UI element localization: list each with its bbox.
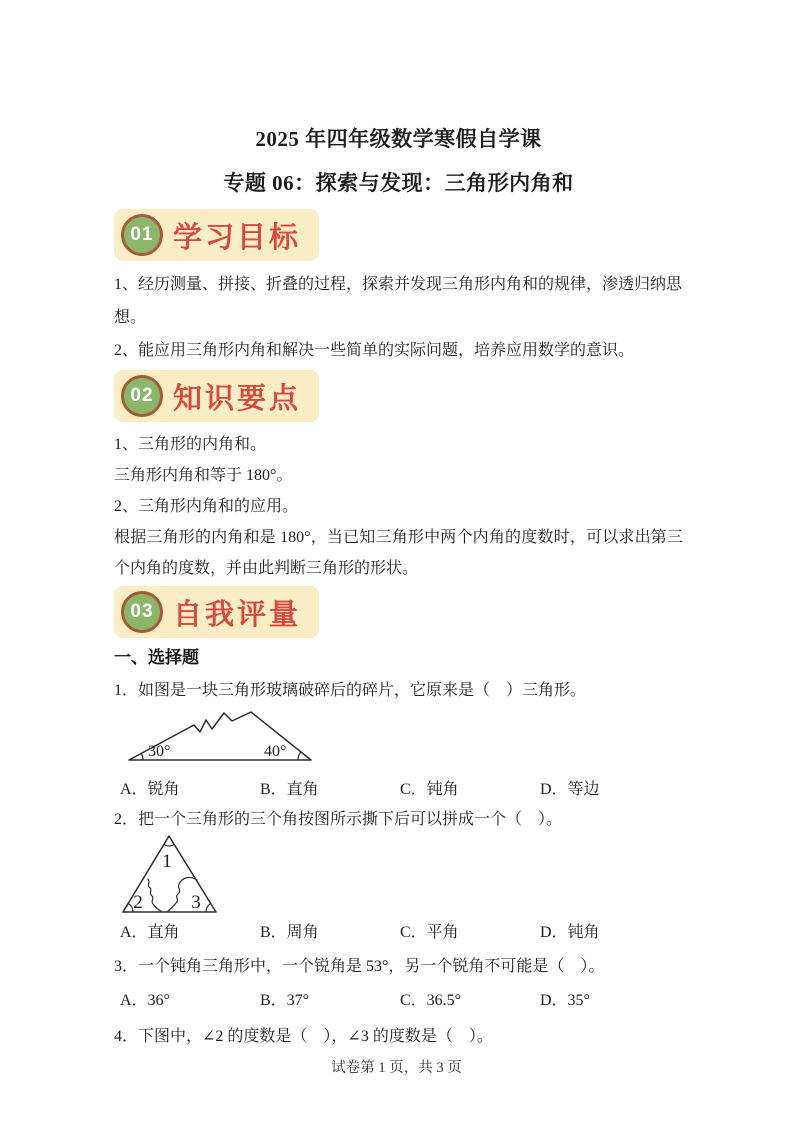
doc-title-line1: 2025 年四年级数学寒假自学课	[255, 127, 542, 151]
badge-number: 01	[130, 224, 154, 245]
angle-arc-bottom-left	[128, 903, 133, 912]
question-3-options	[114, 988, 683, 1014]
choice-questions-heading: 一、选择题	[114, 648, 199, 667]
badge-number-circle	[121, 591, 163, 633]
option-d: D．钝角	[540, 924, 600, 941]
option-c: C．平角	[400, 924, 459, 941]
question-2-text: 2．把一个三角形的三个角按图所示撕下后可以拼成一个（ ）。	[114, 811, 563, 828]
q2-figure-torn-triangle	[119, 833, 219, 915]
question-2-options	[114, 920, 683, 946]
page-footer: 试卷第 1 页，共 3 页	[331, 1060, 462, 1076]
question-1-options	[114, 777, 683, 803]
badge-number: 02	[130, 385, 154, 406]
option-c: C．36.5°	[400, 992, 462, 1009]
option-a: A．直角	[120, 924, 180, 941]
learning-objectives	[114, 268, 683, 367]
option-a: A．锐角	[120, 781, 180, 798]
badge-title: 学习目标	[173, 221, 302, 254]
objective-item: 2、能应用三角形内角和解决一些简单的实际问题，培养应用数学的意识。	[114, 342, 635, 359]
angle-arc-left	[141, 753, 143, 760]
knowledge-item: 根据三角形的内角和是 180°，当已知三角形中两个内角的度数时，可以求出第三个内角的度数，并由此判断三角形的形状。	[114, 529, 683, 577]
option-b: B．直角	[260, 781, 319, 798]
badge-number-circle	[121, 214, 163, 256]
tear-line-left	[148, 879, 162, 912]
objective-item: 1、经历测量、拼接、折叠的过程，探索并发现三角形内角和的规律，渗透归纳思想。	[114, 276, 683, 326]
question-3-text: 3．一个钝角三角形中，一个锐角是 53°，另一个锐角不可能是（ ）。	[114, 958, 605, 975]
question-4-text: 4．下图中，∠2 的度数是（ ），∠3 的度数是（ ）。	[114, 1028, 493, 1045]
angle-arc-bottom-right	[206, 904, 211, 912]
section-badge-knowledge-points	[114, 370, 319, 422]
option-b: B．周角	[260, 924, 319, 941]
section-badge-learning-goals	[114, 209, 319, 261]
section-badge-self-assessment	[114, 586, 319, 638]
knowledge-item: 1、三角形的内角和。	[114, 436, 267, 453]
badge-number-circle	[121, 375, 163, 417]
badge-title: 知识要点	[173, 382, 302, 415]
angle-label-left: 30°	[148, 743, 171, 760]
q1-figure-broken-triangle	[126, 704, 316, 770]
angle-number-2: 2	[133, 892, 143, 913]
angle-number-1: 1	[162, 851, 172, 872]
angle-number-3: 3	[191, 892, 201, 913]
doc-title-line2: 专题 06：探索与发现：三角形内角和	[223, 171, 574, 195]
angle-arc-top	[164, 844, 175, 846]
knowledge-points	[114, 429, 683, 584]
option-d: D．等边	[540, 781, 600, 798]
question-1-text: 1．如图是一块三角形玻璃破碎后的碎片，它原来是（ ）三角形。	[114, 682, 587, 699]
option-a: A．36°	[120, 992, 170, 1009]
knowledge-item: 2、三角形内角和的应用。	[114, 498, 299, 515]
angle-label-right: 40°	[264, 743, 287, 760]
badge-number: 03	[130, 601, 154, 622]
knowledge-item: 三角形内角和等于 180°。	[114, 467, 293, 484]
angle-arc-right	[298, 752, 301, 760]
badge-title: 自我评量	[173, 598, 302, 631]
option-c: C．钝角	[400, 781, 459, 798]
option-b: B．37°	[260, 992, 310, 1009]
option-d: D．35°	[540, 992, 590, 1009]
